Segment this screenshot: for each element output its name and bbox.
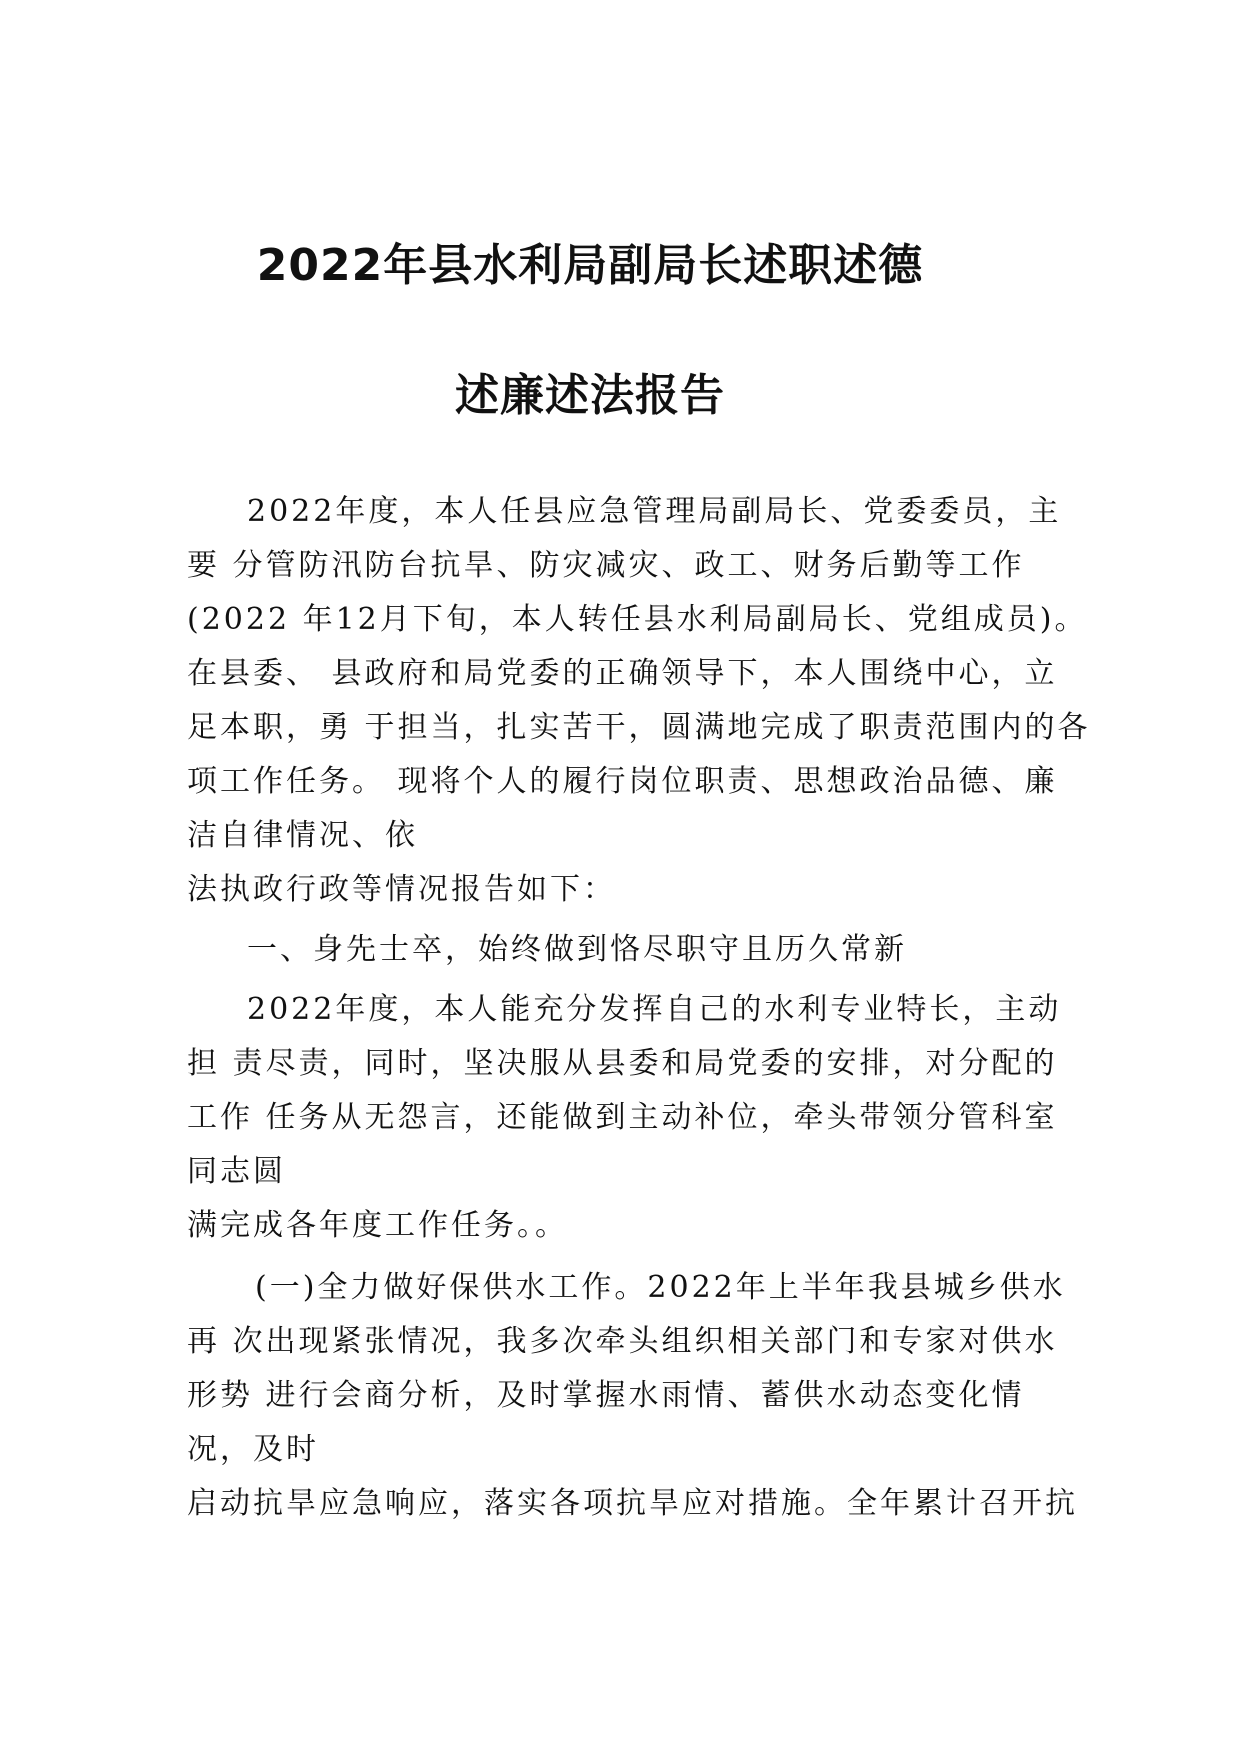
document-title-line-1: 2022年县水利局副局长述职述德 [256, 240, 924, 291]
paragraph-2-line-3: 工作 任务从无怨言，还能做到主动补位，牵头带领分管科室 [187, 1100, 1058, 1135]
paragraph-2-line-5: 满完成各年度工作任务。。 [187, 1208, 568, 1243]
paragraph-1-line-6: 项工作任务。 现将个人的履行岗位职责、思想政治品德、廉 [187, 764, 1058, 799]
paragraph-2-line-2: 担 责尽责，同时，坚决服从县委和局党委的安排，对分配的 [187, 1046, 1058, 1081]
paragraph-3-line-4: 况，及时 [187, 1432, 319, 1467]
paragraph-3-line-2: 再 次出现紧张情况，我多次牵头组织相关部门和专家对供水 [187, 1324, 1058, 1359]
paragraph-1-line-8: 法执政行政等情况报告如下： [187, 872, 616, 907]
section-heading-1: 一、身先士卒，始终做到恪尽职守且历久常新 [247, 932, 907, 967]
paragraph-3-line-5: 启动抗旱应急响应，落实各项抗旱应对措施。全年累计召开抗 [187, 1486, 1078, 1521]
paragraph-3-line-3: 形势 进行会商分析，及时掌握水雨情、蓄供水动态变化情 [187, 1378, 1025, 1413]
paragraph-1-line-5: 足本职，勇 于担当，扎实苦干，圆满地完成了职责范围内的各 [187, 710, 1091, 745]
paragraph-1-line-4: 在县委、 县政府和局党委的正确领导下，本人围绕中心，立 [187, 656, 1058, 691]
paragraph-2-line-1: 2022年度，本人能充分发挥自己的水利专业特长，主动 [247, 992, 1062, 1027]
paragraph-3-line-1: (一)全力做好保供水工作。2022年上半年我县城乡供水 [255, 1270, 1066, 1305]
paragraph-2-line-4: 同志圆 [187, 1154, 286, 1189]
paragraph-1-line-2: 要 分管防汛防台抗旱、防灾减灾、政工、财务后勤等工作 [187, 548, 1025, 583]
paragraph-1-line-7: 洁自律情况、依 [187, 818, 418, 853]
paragraph-1-line-1: 2022年度，本人任县应急管理局副局长、党委委员，主 [247, 494, 1062, 529]
paragraph-1-line-3: (2022 年12月下旬，本人转任县水利局副局长、党组成员)。 [187, 602, 1088, 637]
document-title-line-2: 述廉述法报告 [455, 370, 725, 421]
